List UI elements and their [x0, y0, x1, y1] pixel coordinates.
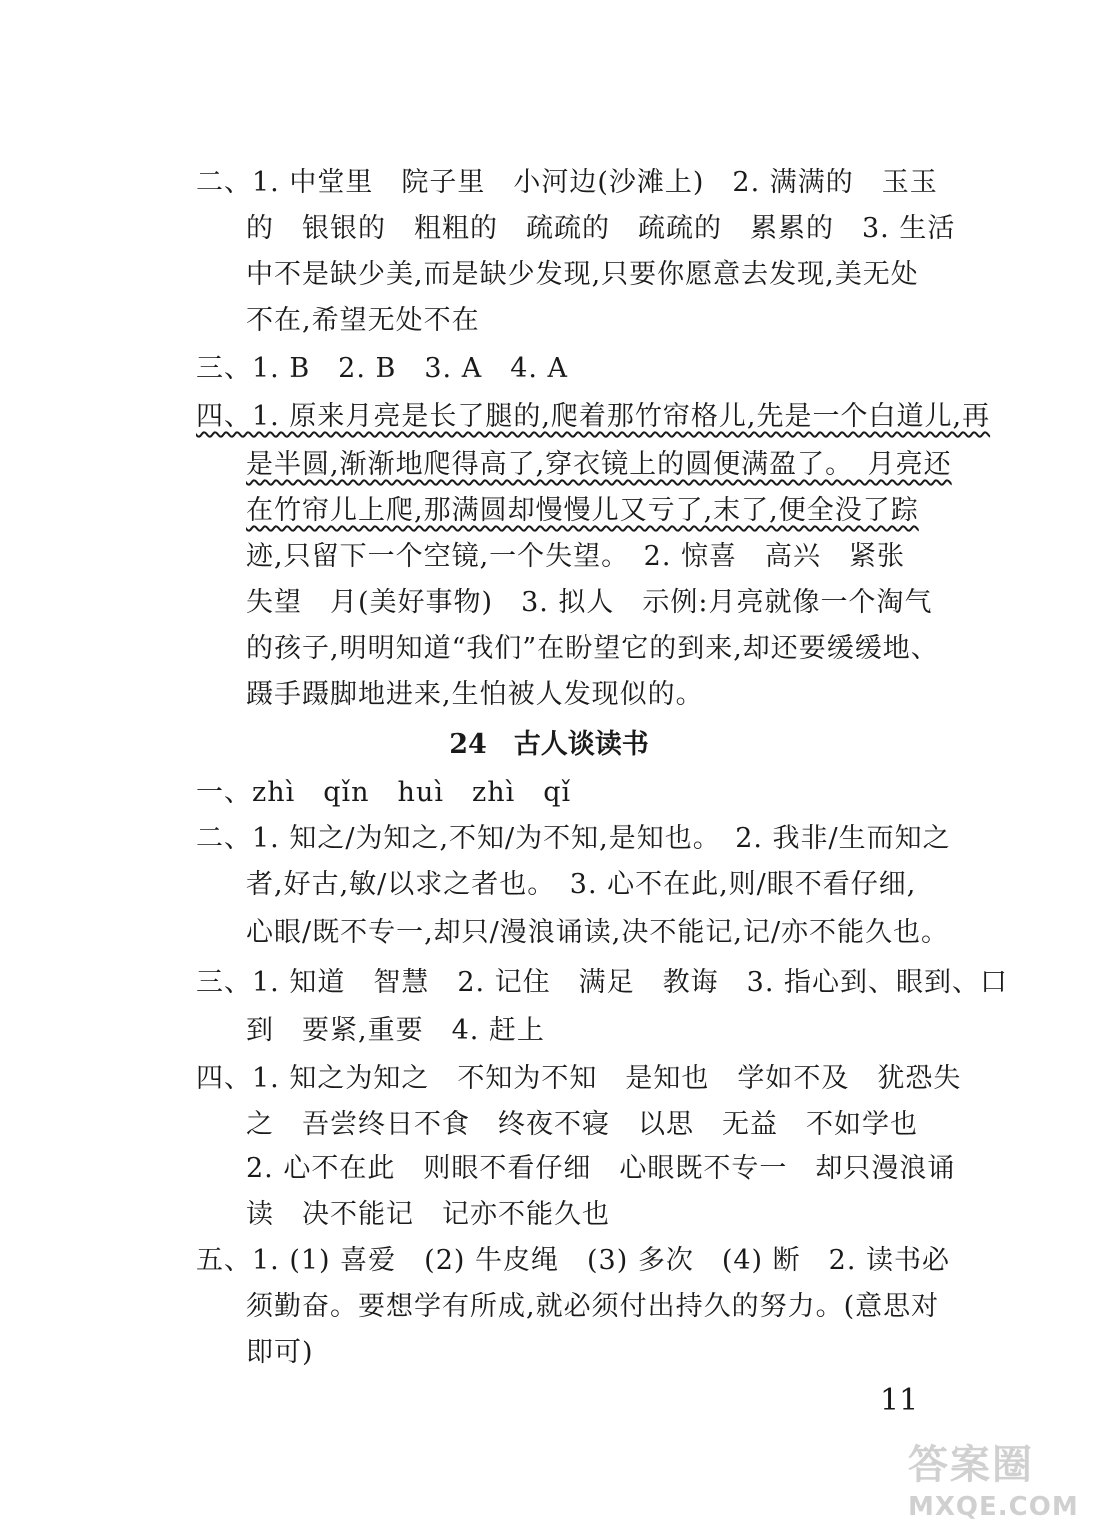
text-line: 的孩子,明明知道“我们”在盼望它的到来,却还要缓缓地、	[246, 633, 939, 664]
text-line: 须勤奋。要想学有所成,就必须付出持久的努力。(意思对	[246, 1291, 940, 1322]
text-line: 读 决不能记 记亦不能久也	[246, 1199, 610, 1230]
text-line: 一、zhì qǐn huì zhì qǐ	[196, 777, 572, 808]
text-line: 到 要紧,重要 4. 赶上	[246, 1015, 545, 1046]
text-line: 的 银银的 粗粗的 疏疏的 疏疏的 累累的 3. 生活	[246, 213, 956, 244]
text-line: 中不是缺少美,而是缺少发现,只要你愿意去发现,美无处	[246, 259, 919, 290]
text-line: 二、1. 中堂里 院子里 小河边(沙滩上) 2. 满满的 玉玉	[196, 167, 938, 198]
text-line: 二、1. 知之/为知之,不知/为不知,是知也。 2. 我非/生而知之	[196, 823, 951, 854]
text-line-underlined: 在竹帘儿上爬,那满圆却慢慢儿又亏了,末了,便全没了踪	[246, 495, 919, 526]
text-line: 五、1. (1) 喜爱 (2) 牛皮绳 (3) 多次 (4) 断 2. 读书必	[196, 1245, 950, 1276]
text-line: 不在,希望无处不在	[246, 305, 480, 336]
section-title: 24 古人谈读书	[449, 729, 649, 760]
watermark-top: 答案圈	[908, 1442, 1034, 1488]
watermark-bottom: MXQE.COM	[908, 1492, 1079, 1522]
text-line: 心眼/既不专一,却只/漫浪诵读,决不能记,记/亦不能久也。	[246, 917, 950, 948]
text-line: 之 吾尝终日不食 终夜不寝 以思 无益 不如学也	[246, 1109, 918, 1140]
text-line: 即可)	[246, 1337, 314, 1368]
text-line: 2. 心不在此 则眼不看仔细 心眼既不专一 却只漫浪诵	[246, 1153, 956, 1184]
watermark-logo	[908, 1440, 1088, 1532]
text-line: 三、1. B 2. B 3. A 4. A	[196, 353, 569, 384]
text-line: 者,好古,敏/以求之者也。 3. 心不在此,则/眼不看仔细,	[246, 869, 917, 900]
text-line: 四、1. 知之为知之 不知为不知 是知也 学如不及 犹恐失	[196, 1063, 962, 1094]
text-line: 失望 月(美好事物) 3. 拟人 示例:月亮就像一个淘气	[246, 587, 933, 618]
text-line: 蹑手蹑脚地进来,生怕被人发现似的。	[246, 679, 704, 710]
text-line-underlined: 四、1. 原来月亮是长了腿的,爬着那竹帘格儿,先是一个白道儿,再	[196, 401, 991, 432]
text-line-underlined: 是半圆,渐渐地爬得高了,穿衣镜上的圆便满盈了。 月亮还	[246, 449, 952, 480]
page-number: 11	[880, 1383, 919, 1418]
text-line: 迹,只留下一个空镜,一个失望。 2. 惊喜 高兴 紧张	[246, 541, 906, 572]
text-line: 三、1. 知道 智慧 2. 记住 满足 教诲 3. 指心到、眼到、口	[196, 967, 1009, 998]
